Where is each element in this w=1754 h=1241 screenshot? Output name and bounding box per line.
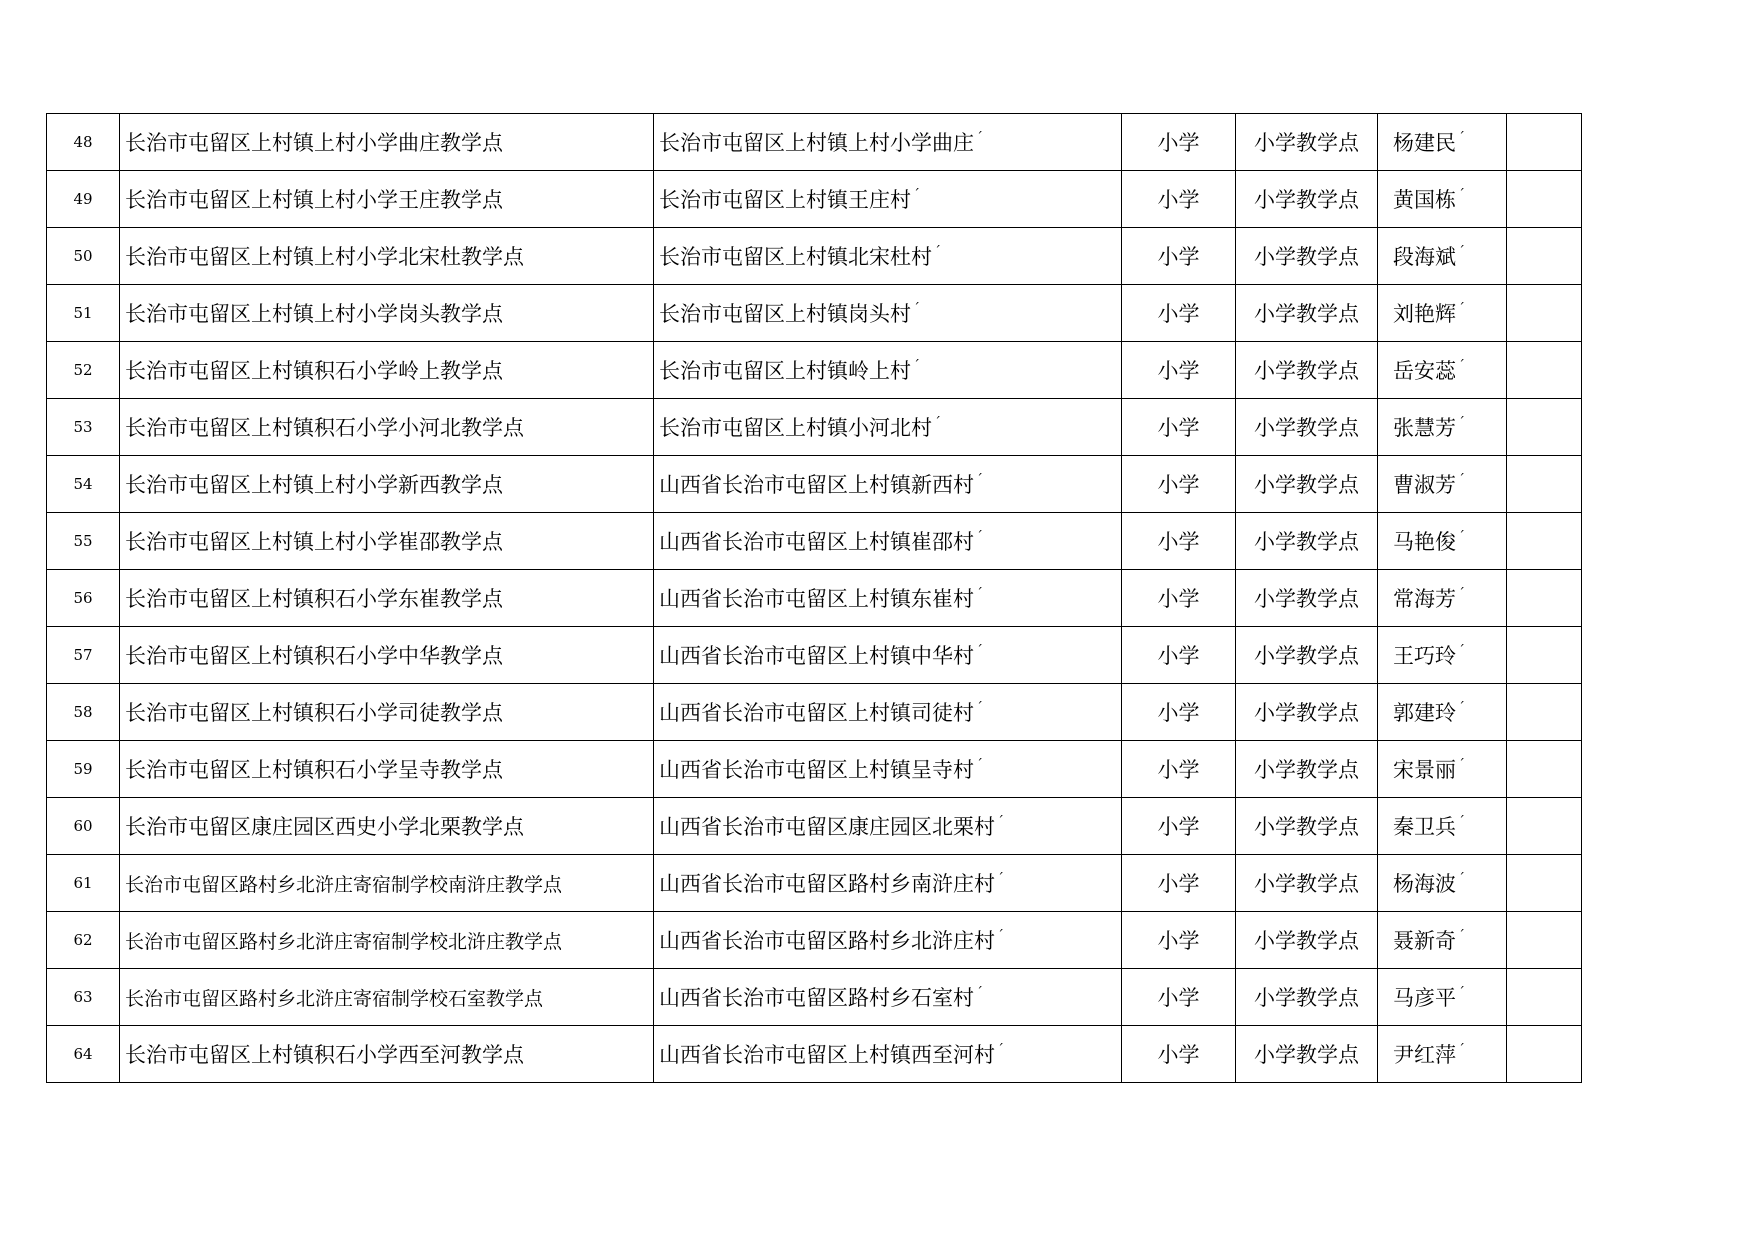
school-level-cell: 小学 <box>1122 456 1236 513</box>
address-text: 长治市屯留区上村镇上村小学曲庄 <box>659 131 974 155</box>
empty-cell <box>1507 570 1582 627</box>
address-mark: ´ <box>976 529 983 545</box>
contact-person-cell <box>1378 285 1507 342</box>
address-mark: ´ <box>976 472 983 488</box>
school-category-cell: 小学教学点 <box>1236 570 1378 627</box>
contact-person-name: 马艳俊 <box>1393 530 1456 554</box>
school-name-cell: 长治市屯留区上村镇积石小学呈寺教学点 <box>120 741 654 798</box>
school-level-cell: 小学 <box>1122 399 1236 456</box>
address-mark: ´ <box>997 871 1004 887</box>
address-cell <box>654 855 1122 912</box>
school-category-cell: 小学教学点 <box>1236 855 1378 912</box>
school-category-cell: 小学教学点 <box>1236 1026 1378 1083</box>
contact-person-cell <box>1378 114 1507 171</box>
table-row <box>47 627 1582 684</box>
empty-cell <box>1507 627 1582 684</box>
table-row <box>47 456 1582 513</box>
school-level-cell: 小学 <box>1122 741 1236 798</box>
school-name-cell: 长治市屯留区上村镇积石小学东崔教学点 <box>120 570 654 627</box>
address-mark: ´ <box>976 130 983 146</box>
school-name-cell: 长治市屯留区上村镇上村小学岗头教学点 <box>120 285 654 342</box>
table-body <box>47 114 1582 1083</box>
contact-person-mark: ´ <box>1458 586 1465 602</box>
address-mark: ´ <box>976 700 983 716</box>
contact-person-name: 张慧芳 <box>1393 416 1456 440</box>
school-category-cell: 小学教学点 <box>1236 399 1378 456</box>
contact-person-cell <box>1378 399 1507 456</box>
address-mark: ´ <box>976 757 983 773</box>
school-category-cell: 小学教学点 <box>1236 456 1378 513</box>
table-row <box>47 741 1582 798</box>
address-text: 长治市屯留区上村镇北宋杜村 <box>659 245 932 269</box>
school-category-cell: 小学教学点 <box>1236 285 1378 342</box>
school-level-cell: 小学 <box>1122 114 1236 171</box>
empty-cell <box>1507 513 1582 570</box>
school-name-cell: 长治市屯留区上村镇积石小学小河北教学点 <box>120 399 654 456</box>
contact-person-cell <box>1378 741 1507 798</box>
address-mark: ´ <box>913 358 920 374</box>
contact-person-name: 段海斌 <box>1393 245 1456 269</box>
school-category-cell: 小学教学点 <box>1236 912 1378 969</box>
address-cell <box>654 513 1122 570</box>
empty-cell <box>1507 969 1582 1026</box>
empty-cell <box>1507 114 1582 171</box>
address-cell <box>654 684 1122 741</box>
contact-person-mark: ´ <box>1458 130 1465 146</box>
school-category-cell: 小学教学点 <box>1236 513 1378 570</box>
address-mark: ´ <box>913 187 920 203</box>
table-row <box>47 855 1582 912</box>
empty-cell <box>1507 285 1582 342</box>
contact-person-name: 曹淑芳 <box>1393 473 1456 497</box>
row-number-cell: 55 <box>47 513 120 570</box>
contact-person-name: 岳安蕊 <box>1393 359 1456 383</box>
school-category-cell: 小学教学点 <box>1236 969 1378 1026</box>
school-name-cell: 长治市屯留区上村镇上村小学崔邵教学点 <box>120 513 654 570</box>
contact-person-name: 杨海波 <box>1393 872 1456 896</box>
contact-person-name: 常海芳 <box>1393 587 1456 611</box>
contact-person-cell <box>1378 342 1507 399</box>
address-cell <box>654 912 1122 969</box>
school-category-cell: 小学教学点 <box>1236 627 1378 684</box>
school-name-cell: 长治市屯留区路村乡北浒庄寄宿制学校南浒庄教学点 <box>120 855 654 912</box>
school-level-cell: 小学 <box>1122 1026 1236 1083</box>
table-row <box>47 1026 1582 1083</box>
contact-person-name: 刘艳辉 <box>1393 302 1456 326</box>
contact-person-cell <box>1378 513 1507 570</box>
address-cell <box>654 285 1122 342</box>
school-level-cell: 小学 <box>1122 684 1236 741</box>
address-cell <box>654 798 1122 855</box>
empty-cell <box>1507 912 1582 969</box>
address-mark: ´ <box>997 1042 1004 1058</box>
address-cell <box>654 399 1122 456</box>
contact-person-cell <box>1378 171 1507 228</box>
contact-person-mark: ´ <box>1458 814 1465 830</box>
row-number-cell: 58 <box>47 684 120 741</box>
address-cell <box>654 1026 1122 1083</box>
contact-person-name: 尹红萍 <box>1393 1043 1456 1067</box>
contact-person-mark: ´ <box>1458 928 1465 944</box>
address-text: 山西省长治市屯留区康庄园区北栗村 <box>659 815 995 839</box>
row-number-cell: 48 <box>47 114 120 171</box>
school-level-cell: 小学 <box>1122 798 1236 855</box>
school-category-cell: 小学教学点 <box>1236 171 1378 228</box>
contact-person-cell <box>1378 228 1507 285</box>
school-level-cell: 小学 <box>1122 627 1236 684</box>
table-row <box>47 171 1582 228</box>
table-row <box>47 570 1582 627</box>
address-text: 山西省长治市屯留区路村乡北浒庄村 <box>659 929 995 953</box>
contact-person-cell <box>1378 798 1507 855</box>
address-mark: ´ <box>976 586 983 602</box>
school-name-cell: 长治市屯留区上村镇积石小学岭上教学点 <box>120 342 654 399</box>
address-text: 长治市屯留区上村镇岭上村 <box>659 359 911 383</box>
address-mark: ´ <box>934 244 941 260</box>
row-number-cell: 52 <box>47 342 120 399</box>
contact-person-mark: ´ <box>1458 301 1465 317</box>
school-level-cell: 小学 <box>1122 285 1236 342</box>
row-number-cell: 51 <box>47 285 120 342</box>
school-level-cell: 小学 <box>1122 228 1236 285</box>
contact-person-name: 杨建民 <box>1393 131 1456 155</box>
school-level-cell: 小学 <box>1122 912 1236 969</box>
school-category-cell: 小学教学点 <box>1236 684 1378 741</box>
contact-person-mark: ´ <box>1458 415 1465 431</box>
address-text: 山西省长治市屯留区上村镇崔邵村 <box>659 530 974 554</box>
contact-person-mark: ´ <box>1458 187 1465 203</box>
school-category-cell: 小学教学点 <box>1236 741 1378 798</box>
address-text: 长治市屯留区上村镇小河北村 <box>659 416 932 440</box>
contact-person-cell <box>1378 1026 1507 1083</box>
row-number-cell: 56 <box>47 570 120 627</box>
contact-person-mark: ´ <box>1458 472 1465 488</box>
address-cell <box>654 969 1122 1026</box>
address-text: 山西省长治市屯留区上村镇西至河村 <box>659 1043 995 1067</box>
contact-person-mark: ´ <box>1458 1042 1465 1058</box>
address-mark: ´ <box>913 301 920 317</box>
empty-cell <box>1507 798 1582 855</box>
contact-person-name: 马彦平 <box>1393 986 1456 1010</box>
empty-cell <box>1507 228 1582 285</box>
address-text: 长治市屯留区上村镇王庄村 <box>659 188 911 212</box>
contact-person-mark: ´ <box>1458 358 1465 374</box>
address-text: 山西省长治市屯留区上村镇中华村 <box>659 644 974 668</box>
school-list-table <box>46 113 1582 1083</box>
address-cell <box>654 741 1122 798</box>
school-name-cell: 长治市屯留区上村镇积石小学西至河教学点 <box>120 1026 654 1083</box>
contact-person-mark: ´ <box>1458 643 1465 659</box>
table-row <box>47 684 1582 741</box>
address-text: 山西省长治市屯留区上村镇新西村 <box>659 473 974 497</box>
school-category-cell: 小学教学点 <box>1236 798 1378 855</box>
empty-cell <box>1507 342 1582 399</box>
address-text: 山西省长治市屯留区路村乡石室村 <box>659 986 974 1010</box>
school-name-cell: 长治市屯留区上村镇上村小学曲庄教学点 <box>120 114 654 171</box>
address-mark: ´ <box>997 814 1004 830</box>
address-text: 山西省长治市屯留区上村镇东崔村 <box>659 587 974 611</box>
row-number-cell: 61 <box>47 855 120 912</box>
address-mark: ´ <box>934 415 941 431</box>
row-number-cell: 64 <box>47 1026 120 1083</box>
row-number-cell: 63 <box>47 969 120 1026</box>
address-cell <box>654 456 1122 513</box>
contact-person-cell <box>1378 969 1507 1026</box>
table-row <box>47 969 1582 1026</box>
school-category-cell: 小学教学点 <box>1236 228 1378 285</box>
contact-person-cell <box>1378 456 1507 513</box>
school-level-cell: 小学 <box>1122 513 1236 570</box>
table-row <box>47 513 1582 570</box>
school-name-cell: 长治市屯留区路村乡北浒庄寄宿制学校石室教学点 <box>120 969 654 1026</box>
empty-cell <box>1507 456 1582 513</box>
contact-person-mark: ´ <box>1458 700 1465 716</box>
empty-cell <box>1507 741 1582 798</box>
contact-person-cell <box>1378 570 1507 627</box>
contact-person-mark: ´ <box>1458 244 1465 260</box>
address-cell <box>654 228 1122 285</box>
contact-person-mark: ´ <box>1458 985 1465 1001</box>
address-mark: ´ <box>976 643 983 659</box>
row-number-cell: 50 <box>47 228 120 285</box>
contact-person-name: 宋景丽 <box>1393 758 1456 782</box>
school-level-cell: 小学 <box>1122 570 1236 627</box>
address-cell <box>654 342 1122 399</box>
contact-person-mark: ´ <box>1458 757 1465 773</box>
school-name-cell: 长治市屯留区上村镇上村小学新西教学点 <box>120 456 654 513</box>
empty-cell <box>1507 684 1582 741</box>
contact-person-cell <box>1378 684 1507 741</box>
row-number-cell: 53 <box>47 399 120 456</box>
table-row <box>47 399 1582 456</box>
school-name-cell: 长治市屯留区上村镇积石小学司徒教学点 <box>120 684 654 741</box>
address-cell <box>654 171 1122 228</box>
address-mark: ´ <box>976 985 983 1001</box>
school-name-cell: 长治市屯留区上村镇上村小学北宋杜教学点 <box>120 228 654 285</box>
school-level-cell: 小学 <box>1122 969 1236 1026</box>
table-row <box>47 912 1582 969</box>
contact-person-cell <box>1378 912 1507 969</box>
table-row <box>47 285 1582 342</box>
school-name-cell: 长治市屯留区上村镇上村小学王庄教学点 <box>120 171 654 228</box>
contact-person-name: 王巧玲 <box>1393 644 1456 668</box>
address-text: 山西省长治市屯留区上村镇司徒村 <box>659 701 974 725</box>
contact-person-name: 聂新奇 <box>1393 929 1456 953</box>
school-name-cell: 长治市屯留区康庄园区西史小学北栗教学点 <box>120 798 654 855</box>
address-text: 长治市屯留区上村镇岗头村 <box>659 302 911 326</box>
contact-person-mark: ´ <box>1458 871 1465 887</box>
contact-person-name: 郭建玲 <box>1393 701 1456 725</box>
school-name-cell: 长治市屯留区路村乡北浒庄寄宿制学校北浒庄教学点 <box>120 912 654 969</box>
empty-cell <box>1507 855 1582 912</box>
address-cell <box>654 627 1122 684</box>
school-level-cell: 小学 <box>1122 171 1236 228</box>
empty-cell <box>1507 399 1582 456</box>
row-number-cell: 49 <box>47 171 120 228</box>
address-text: 山西省长治市屯留区上村镇呈寺村 <box>659 758 974 782</box>
row-number-cell: 62 <box>47 912 120 969</box>
school-name-cell: 长治市屯留区上村镇积石小学中华教学点 <box>120 627 654 684</box>
contact-person-mark: ´ <box>1458 529 1465 545</box>
table-row <box>47 798 1582 855</box>
contact-person-name: 秦卫兵 <box>1393 815 1456 839</box>
address-cell <box>654 570 1122 627</box>
contact-person-cell <box>1378 627 1507 684</box>
school-category-cell: 小学教学点 <box>1236 342 1378 399</box>
school-level-cell: 小学 <box>1122 342 1236 399</box>
contact-person-cell <box>1378 855 1507 912</box>
school-category-cell: 小学教学点 <box>1236 114 1378 171</box>
empty-cell <box>1507 1026 1582 1083</box>
row-number-cell: 60 <box>47 798 120 855</box>
row-number-cell: 59 <box>47 741 120 798</box>
empty-cell <box>1507 171 1582 228</box>
address-text: 山西省长治市屯留区路村乡南浒庄村 <box>659 872 995 896</box>
row-number-cell: 54 <box>47 456 120 513</box>
school-level-cell: 小学 <box>1122 855 1236 912</box>
address-cell <box>654 114 1122 171</box>
contact-person-name: 黄国栋 <box>1393 188 1456 212</box>
address-mark: ´ <box>997 928 1004 944</box>
table-row <box>47 342 1582 399</box>
table-row <box>47 228 1582 285</box>
table-row <box>47 114 1582 171</box>
row-number-cell: 57 <box>47 627 120 684</box>
